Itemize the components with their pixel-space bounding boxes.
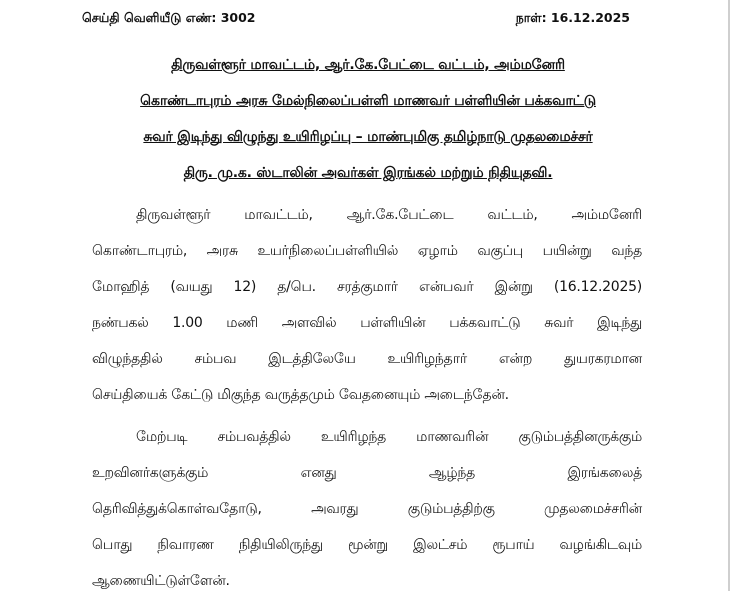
paragraph-line: மோஹித் (வயது 12) த/பெ. சரத்குமார் என்பவர் இன்று (16.12.2025) (92, 279, 642, 295)
title-line: திருவள்ளூர் மாவட்டம், ஆர்.கே.பேட்டை வட்டம், அம்மனேரி (171, 57, 565, 73)
paragraph-1 (92, 200, 642, 410)
paragraph-line: திருவள்ளூர் மாவட்டம், ஆர்.கே.பேட்டை வட்டம், அம்மனேரி (136, 207, 642, 223)
paragraph-line: கொண்டாபுரம், அரசு உயர்நிலைப்பள்ளியில் ஏழாம் வகுப்பு பயின்று வந்த (92, 243, 642, 259)
paragraph-line: ஆணையிட்டுள்ளேன். (92, 573, 230, 589)
paragraph-line: உறவினர்களுக்கும் எனது ஆழ்ந்த இரங்கலைத் (92, 465, 642, 481)
release-date: நாள்: 16.12.2025 (515, 10, 630, 25)
paragraph-line: தெரிவித்துக்கொள்வதோடு, அவரது குடும்பத்திற்கு முதலமைச்சரின் (92, 501, 642, 517)
title-line: கொண்டாபுரம் அரசு மேல்நிலைப்பள்ளி மாணவர் பள்ளியின் பக்கவாட்டு (140, 93, 596, 109)
press-release-title (92, 50, 644, 194)
paragraph-2 (92, 422, 642, 591)
release-number: செய்தி வெளியீடு எண்: 3002 (82, 10, 256, 25)
press-release-body (92, 200, 642, 591)
title-line: திரு. மு.க. ஸ்டாலின் அவர்கள் இரங்கல் மற்றும் நிதியுதவி. (183, 165, 553, 181)
paragraph-line: செய்தியைக் கேட்டு மிகுந்த வருத்தமும் வேதனையும் அடைந்தேன். (92, 387, 509, 403)
paragraph-line: நண்பகல் 1.00 மணி அளவில் பள்ளியின் பக்கவாட்டு சுவர் இடிந்து (92, 315, 642, 331)
paragraph-line: பொது நிவாரண நிதியிலிருந்து மூன்று இலட்சம் ரூபாய் வழங்கிடவும் (92, 537, 642, 553)
paragraph-line: விழுந்ததில் சம்பவ இடத்திலேயே உயிரிழந்தார் என்ற துயரகரமான (92, 351, 642, 367)
paragraph-line: மேற்படி சம்பவத்தில் உயிரிழந்த மாணவரின் குடும்பத்தினருக்கும் (136, 429, 642, 445)
title-line: சுவர் இடிந்து விழுந்து உயிரிழப்பு – மாண்புமிகு தமிழ்நாடு முதலமைச்சர் (143, 129, 593, 145)
